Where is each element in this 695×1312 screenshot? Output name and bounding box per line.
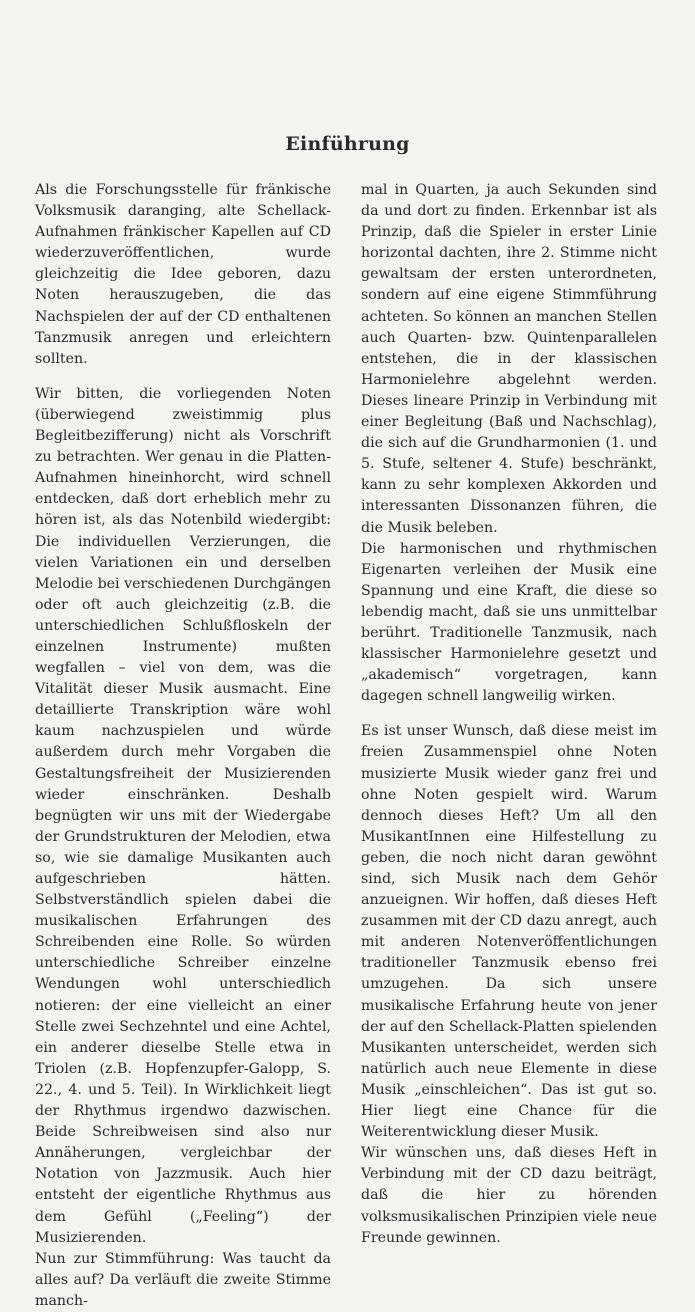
right-column (361, 180, 657, 1249)
paragraph: Wir wünschen uns, daß dieses Heft in Verbindung mit der CD dazu beiträgt, daß die hier zu hörenden volksmusikalischen Prinzipien viele neue Freunde gewinnen. (361, 1145, 657, 1246)
paragraph: Als die Forschungsstelle für fränkische Volksmusik daranging, alte Schellack-Aufnahmen fränkischer Kapellen auf CD wiederzuveröffentlichen, wurde gleichzeitig die Idee geboren, dazu Noten herauszugeben, die das Nachspielen der auf der CD enthaltenen Tanzmusik anregen und erleichtern sollten. (35, 182, 331, 367)
left-column (35, 180, 331, 1312)
paragraph: Es ist unser Wunsch, daß diese meist im freien Zusammenspiel ohne Noten musizierte Musik wieder ganz frei und ohne Noten gespielt wird. Warum dennoch dieses Heft? Um all den MusikantInnen eine Hilfestellung zu geben, die noch nicht daran gewöhnt sind, sich Musik nach dem Gehör anzueignen. Wir hoffen, daß dieses Heft zusammen mit der CD dazu anregt, auch mit anderen Notenveröffentlichungen traditioneller Tanzmusik ebenso frei umzugehen. Da sich unsere musikalische Erfahrung heute von jener der auf den Schellack-Platten spielenden Musikanten unterscheidet, werden sich natürlich auch neue Elemente in diese Musik „einschleichen“. Das ist gut so. Hier liegt eine Chance für die Weiterentwicklung dieser Musik. (361, 723, 657, 1141)
paragraph: Nun zur Stimmführung: Was taucht da alles auf? Da verläuft die zweite Stimme manch- (35, 1250, 331, 1309)
page-title: Einführung (285, 133, 410, 155)
paragraph: Wir bitten, die vorliegenden Noten (überwiegend zweistimmig plus Begleitbezifferung) nicht als Vorschrift zu betrachten. Wer genau in die Platten-Aufnahmen hineinhorcht, wird schnell entdecken, daß dort erheblich mehr zu hören ist, als das Notenbild wiedergibt: Die individuellen Verzierungen, die vielen Variationen ein und derselben Melodie bei verschiedenen Durchgängen oder oft auch gleichzeitig (z.B. die unterschiedlichen Schlußfloskeln der einzelnen Instrumente) mußten wegfallen – viel von dem, was die Vitalität dieser Musik ausmacht. Eine detaillierte Transkription wäre wohl kaum nachzuspielen und würde außerdem durch mehr Vorgaben die Gestaltungsfreiheit der Musizierenden wieder einschränken. Deshalb begnügten wir uns mit der Wiedergabe der Grundstrukturen der Melodien, etwa so, wie sie damalige Musikanten auch aufgeschrieben hätten. Selbstverständlich spielen dabei die musikalischen Erfahrungen des Schreibenden eine Rolle. So würden unterschiedliche Schreiber einzelne Wendungen wohl unterschiedlich notieren: der eine vielleicht an einer Stelle zwei Sechzehntel und eine Achtel, ein anderer dieselbe Stelle etwa in Triolen (z.B. Hopfenzupfer-Galopp, S. 22., 4. und 5. Teil). In Wirklichkeit liegt der Rhythmus irgendwo dazwischen. Beide Schreibweisen sind also nur Annäherungen, vergleichbar der Notation von Jazzmusik. Auch hier entsteht der eigentliche Rhythmus aus dem Gefühl („Feeling“) der Musizierenden. (35, 385, 331, 1246)
paragraph: mal in Quarten, ja auch Sekunden sind da und dort zu finden. Erkennbar ist als Prinzip, daß die Spieler in erster Linie horizontal dachten, ihre 2. Stimme nicht gewaltsam der ersten unterordneten, sondern auf eine eigene Stimmführung achteten. So können an manchen Stellen auch Quarten- bzw. Quintenparallelen entstehen, die in der klassischen Harmonielehre abgelehnt werden. Dieses lineare Prinzip in Verbindung mit einer Begleitung (Baß und Nachschlag), die sich auf die Grundharmonien (1. und 5. Stufe, seltener 4. Stufe) beschränkt, kann zu sehr komplexen Akkorden und interessanten Dissonanzen führen, die die Musik beleben. (361, 182, 657, 536)
paragraph: Die harmonischen und rhythmischen Eigenarten verleihen der Musik eine Spannung und eine Kraft, die diese so lebendig macht, daß sie uns unmittelbar berührt. Traditionelle Tanzmusik, nach klassischer Harmonielehre gesetzt und „akademisch“ vorgetragen, kann dagegen schnell langweilig wirken. (361, 540, 657, 705)
